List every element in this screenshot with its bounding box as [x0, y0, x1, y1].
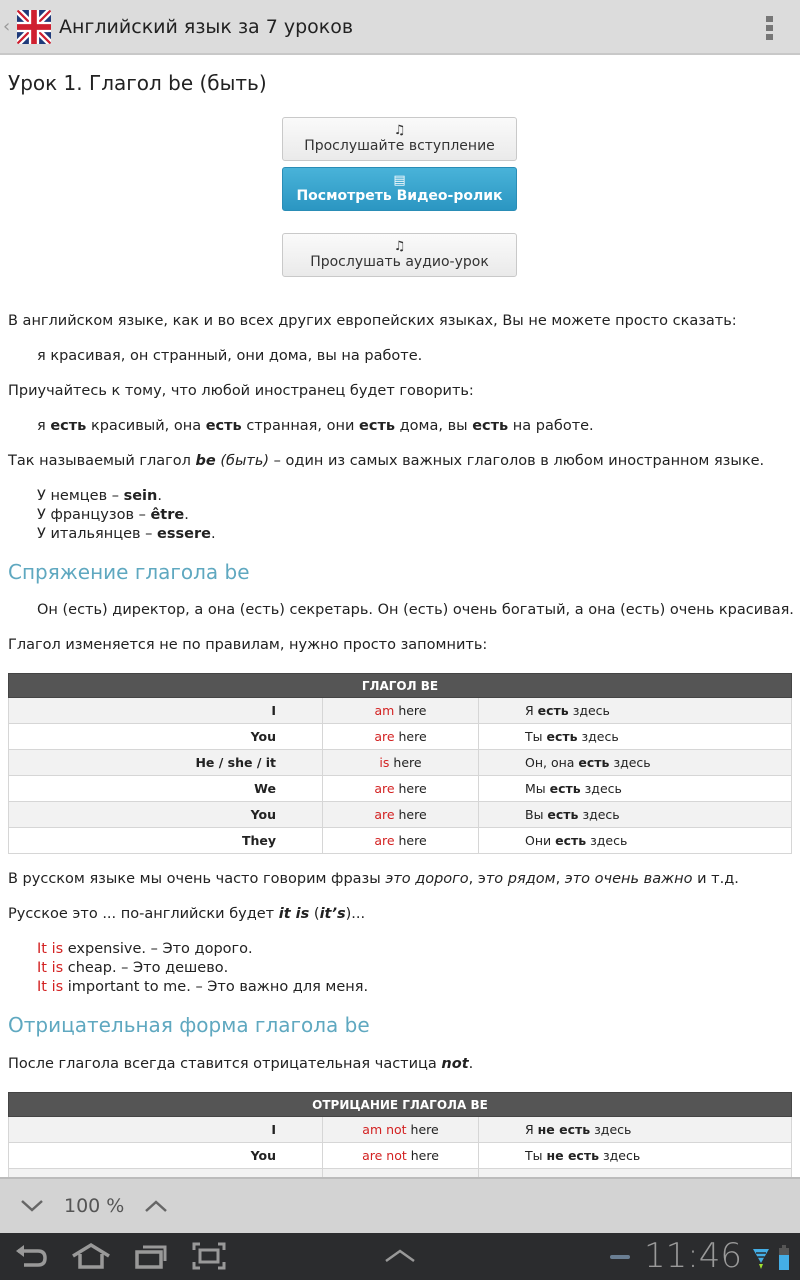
- text-fragment: После глагола всегда ставится отрицательная частица: [8, 1056, 442, 1072]
- paragraph: [8, 453, 764, 469]
- table-row: [9, 828, 792, 854]
- app-title: Английский язык за 7 уроков: [59, 15, 354, 38]
- red-highlight: It is: [37, 960, 64, 976]
- text-fragment: here: [394, 781, 427, 796]
- text-fragment: В русском языке мы очень часто говорим фразы: [8, 871, 386, 887]
- subject-cell: I: [9, 1117, 323, 1143]
- text-fragment: here: [389, 755, 422, 770]
- text-fragment: здесь: [590, 1122, 632, 1137]
- bold-word: есть: [472, 418, 509, 434]
- text-fragment: here: [394, 703, 427, 718]
- watch-video-button[interactable]: [282, 167, 517, 211]
- text-fragment: .: [210, 526, 216, 542]
- listen-audio-lesson-button[interactable]: [282, 233, 517, 277]
- paragraph: Приучайтесь к тому, что любой иностранец будет говорить:: [8, 383, 474, 399]
- text-fragment: ,: [555, 871, 565, 887]
- watch-video-label: Посмотреть Видео-ролик: [296, 187, 503, 204]
- text-fragment: красивый, она: [86, 418, 206, 434]
- language-item: [37, 507, 189, 523]
- text-fragment: .: [184, 507, 189, 523]
- verb-highlight: are: [374, 807, 395, 822]
- text-fragment: У немцев –: [37, 488, 124, 504]
- bold-word: sein: [123, 488, 158, 504]
- subject-cell: You: [9, 802, 323, 828]
- action-bar: [0, 0, 800, 55]
- italic-phrase: это дорого: [385, 871, 469, 887]
- bold-word: не есть: [537, 1122, 591, 1137]
- translation-cell: [479, 776, 792, 802]
- subject-cell: [9, 1169, 323, 1178]
- table-row: [9, 1169, 792, 1178]
- verb-highlight: is: [379, 755, 390, 770]
- text-fragment: Мы: [525, 781, 550, 796]
- zoom-bar: [0, 1177, 800, 1233]
- subject-cell: They: [9, 828, 323, 854]
- conjugation-table: [8, 673, 792, 854]
- text-fragment: important to me. – Это важно для меня.: [63, 979, 369, 995]
- clock[interactable]: 11:46: [644, 1236, 742, 1276]
- subject-cell: You: [9, 1143, 323, 1169]
- red-highlight: It is: [37, 979, 64, 995]
- text-fragment: here: [394, 807, 427, 822]
- lesson-content[interactable]: [0, 57, 800, 1177]
- home-icon[interactable]: [70, 1242, 112, 1274]
- bold-word: есть: [205, 418, 242, 434]
- text-fragment: )...: [345, 906, 366, 922]
- bold-word: есть: [50, 418, 87, 434]
- bold-italic-word: not: [441, 1056, 469, 1072]
- text-fragment: и т.д.: [692, 871, 739, 887]
- paragraph: [8, 906, 365, 922]
- text-fragment: Так называемый глагол: [8, 453, 196, 469]
- verb-cell: [323, 1169, 479, 1178]
- text-fragment: странная, они: [241, 418, 360, 434]
- text-fragment: Ты: [525, 1148, 547, 1163]
- translation-cell: [479, 724, 792, 750]
- subject-cell: He / she / it: [9, 750, 323, 776]
- text-fragment: Они: [525, 833, 556, 848]
- example-item: [37, 960, 228, 976]
- verb-cell: [323, 750, 479, 776]
- translation-cell: [479, 1169, 792, 1178]
- text-fragment: here: [394, 729, 427, 744]
- bold-word: essere: [157, 526, 211, 542]
- verb-cell: [323, 724, 479, 750]
- verb-highlight: are: [374, 781, 395, 796]
- verb-highlight: am: [374, 703, 395, 718]
- text-fragment: expensive. – Это дорого.: [63, 941, 253, 957]
- example-text: я красивая, он странный, они дома, вы на работе.: [37, 348, 423, 364]
- text-fragment: дома, вы: [395, 418, 473, 434]
- verb-cell: [323, 802, 479, 828]
- table-row: [9, 802, 792, 828]
- text-fragment: here: [394, 833, 427, 848]
- bold-italic-word: be: [195, 453, 216, 469]
- table-header: ОТРИЦАНИЕ ГЛАГОЛА BE: [9, 1093, 792, 1117]
- translation-cell: [479, 1143, 792, 1169]
- chevron-up-icon[interactable]: [136, 1194, 176, 1219]
- example-item: [37, 979, 368, 995]
- italic-phrase: то рядом: [485, 871, 556, 887]
- text-fragment: У итальянцев –: [37, 526, 158, 542]
- verb-highlight: am not: [362, 1122, 407, 1137]
- language-item: [37, 526, 216, 542]
- text-fragment: Я: [525, 703, 538, 718]
- verb-cell: [323, 828, 479, 854]
- chevron-left-icon[interactable]: ‹: [3, 16, 11, 37]
- table-row: [9, 776, 792, 802]
- italic-phrase: это очень важно: [564, 871, 693, 887]
- text-fragment: здесь: [578, 807, 620, 822]
- verb-highlight: are: [374, 729, 395, 744]
- text-fragment: cheap. – Это дешево.: [63, 960, 229, 976]
- text-fragment: здесь: [568, 703, 610, 718]
- text-fragment: здесь: [609, 755, 651, 770]
- text-fragment: на работе.: [508, 418, 594, 434]
- battery-icon: [778, 1245, 790, 1275]
- bold-word: есть: [555, 833, 587, 848]
- listen-audio-label: Прослушать аудио-урок: [310, 253, 489, 270]
- table-row: [9, 1143, 792, 1169]
- overflow-menu-icon[interactable]: [766, 16, 774, 40]
- bold-word: не есть: [546, 1148, 599, 1163]
- verb-cell: [323, 776, 479, 802]
- text-fragment: я: [37, 418, 51, 434]
- text-fragment: У французов –: [37, 507, 151, 523]
- text-fragment: здесь: [577, 729, 619, 744]
- text-fragment: here: [406, 1122, 439, 1137]
- table-row: [9, 750, 792, 776]
- verb-cell: [323, 698, 479, 724]
- bold-word: есть: [546, 729, 578, 744]
- lesson-title: Урок 1. Глагол be (быть): [8, 71, 267, 95]
- text-fragment: здесь: [586, 833, 628, 848]
- translation-cell: [479, 1117, 792, 1143]
- example-text: [37, 418, 594, 434]
- text-fragment: Он, она: [525, 755, 579, 770]
- notification-indicator[interactable]: [610, 1255, 630, 1259]
- bold-word: être: [150, 507, 185, 523]
- bold-word: есть: [549, 781, 581, 796]
- language-item: [37, 488, 162, 504]
- section-heading: Спряжение глагола be: [8, 560, 250, 584]
- text-fragment: , э: [468, 871, 486, 887]
- text-fragment: здесь: [599, 1148, 641, 1163]
- translation-cell: [479, 828, 792, 854]
- text-fragment: Я: [525, 1122, 538, 1137]
- text-fragment: – один из самых важных глаголов в любом иностранном языке.: [269, 453, 765, 469]
- zoom-level: 100 %: [64, 1195, 125, 1217]
- table-row: [9, 698, 792, 724]
- text-fragment: Вы: [525, 807, 548, 822]
- translation-cell: [479, 750, 792, 776]
- text-fragment: .: [468, 1056, 474, 1072]
- bold-word: есть: [537, 703, 569, 718]
- table-row: [9, 724, 792, 750]
- bold-word: есть: [359, 418, 396, 434]
- text-fragment: (: [309, 906, 320, 922]
- text-fragment: here: [406, 1148, 439, 1163]
- bold-word: есть: [547, 807, 579, 822]
- music-note-icon: ♫: [393, 122, 406, 138]
- uk-flag-icon[interactable]: [17, 10, 51, 44]
- film-icon: ▤: [393, 172, 406, 188]
- system-nav-bar: [0, 1233, 800, 1280]
- screenshot-icon[interactable]: [192, 1242, 226, 1274]
- bold-italic-word: it’s: [319, 906, 346, 922]
- wifi-icon: [752, 1247, 770, 1275]
- section-heading: Отрицательная форма глагола be: [8, 1013, 370, 1037]
- verb-cell: [323, 1143, 479, 1169]
- table-row: [9, 1117, 792, 1143]
- example-text: Он (есть) директор, а она (есть) секретарь. Он (есть) очень богатый, а она (есть) очень красивая.: [37, 602, 794, 618]
- italic-word: (быть): [215, 453, 270, 469]
- listen-intro-label: Прослушайте вступление: [304, 137, 495, 154]
- text-fragment: Ты: [525, 729, 547, 744]
- verb-cell: [323, 1117, 479, 1143]
- paragraph: В английском языке, как и во всех других европейских языках, Вы не можете просто сказать:: [8, 313, 737, 329]
- text-fragment: .: [157, 488, 162, 504]
- paragraph: Глагол изменяется не по правилам, нужно просто запомнить:: [8, 637, 488, 653]
- bold-word: есть: [578, 755, 610, 770]
- negation-table: [8, 1092, 792, 1177]
- text-fragment: здесь: [580, 781, 622, 796]
- paragraph: [8, 871, 739, 887]
- verb-highlight: are not: [362, 1148, 407, 1163]
- text-fragment: Русское это ... по-английски будет: [8, 906, 279, 922]
- subject-cell: I: [9, 698, 323, 724]
- example-item: [37, 941, 253, 957]
- chevron-up-icon[interactable]: [384, 1247, 416, 1267]
- bold-italic-word: it is: [278, 906, 310, 922]
- recent-apps-icon[interactable]: [134, 1242, 168, 1274]
- chevron-down-icon[interactable]: [12, 1194, 52, 1219]
- translation-cell: [479, 698, 792, 724]
- red-highlight: It is: [37, 941, 64, 957]
- listen-intro-button[interactable]: [282, 117, 517, 161]
- music-note-icon: ♫: [393, 238, 406, 254]
- verb-highlight: are: [374, 833, 395, 848]
- table-header: ГЛАГОЛ BE: [9, 674, 792, 698]
- back-icon[interactable]: [14, 1242, 48, 1274]
- translation-cell: [479, 802, 792, 828]
- subject-cell: We: [9, 776, 323, 802]
- subject-cell: You: [9, 724, 323, 750]
- paragraph: [8, 1056, 473, 1072]
